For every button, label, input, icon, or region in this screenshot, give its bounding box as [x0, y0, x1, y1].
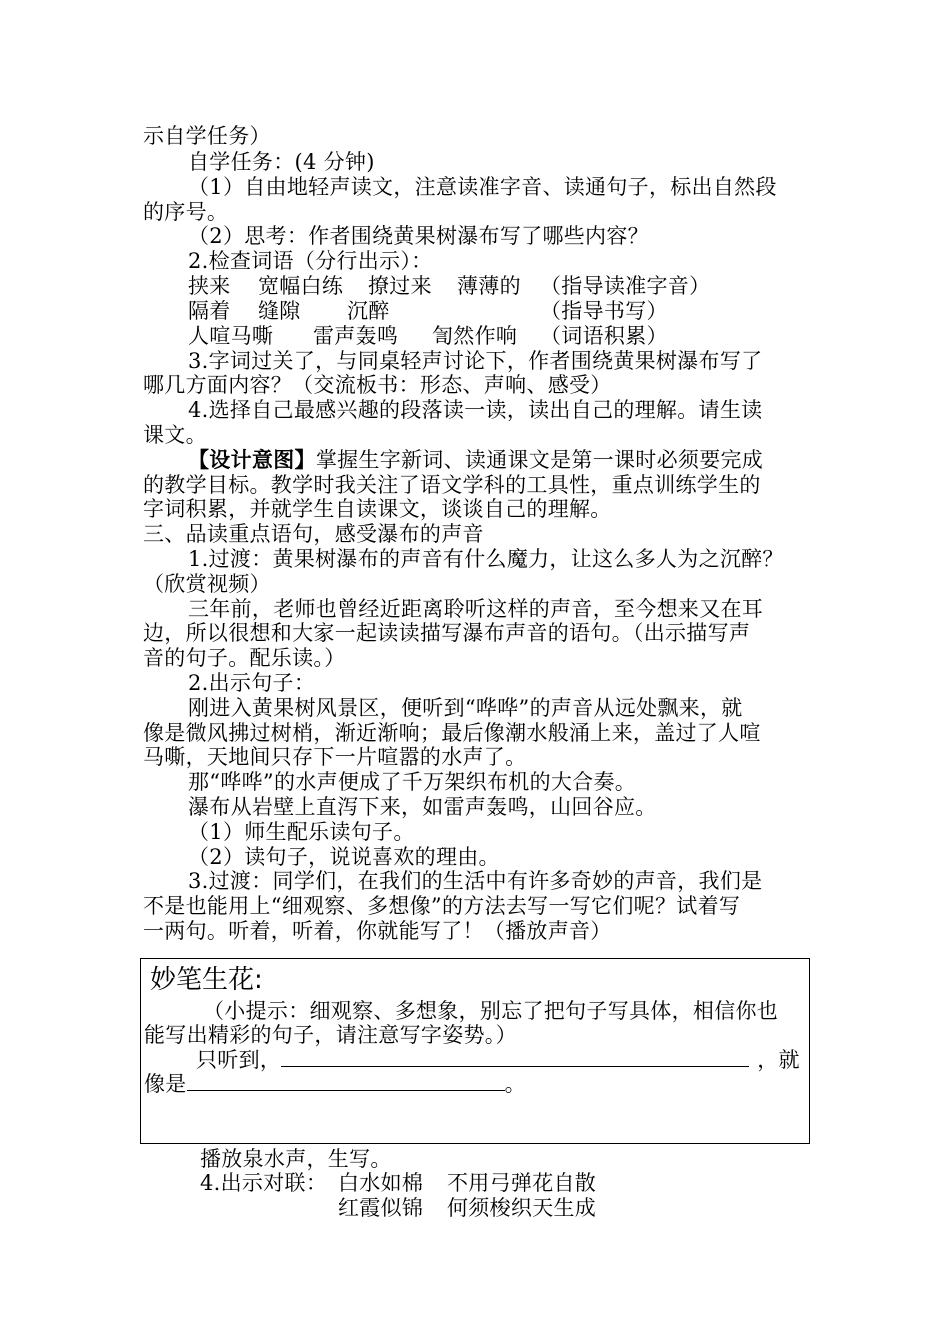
- word-item: 缝隙: [258, 299, 301, 323]
- word-item: 人喧马嘶: [188, 324, 274, 348]
- text-line: 马嘶，天地间只存下一片喧嚣的水声了。: [143, 745, 527, 769]
- text-line: 刚进入黄果树风景区，便听到“哗哗”的声音从远处飘来，就: [188, 696, 743, 720]
- word-note: （指导书写）: [540, 299, 668, 323]
- text-line: 不是也能用上“细观察、多想像”的方法去写一写它们呢？试着写: [143, 894, 741, 918]
- writing-exercise-box: [140, 958, 810, 1144]
- couplet-line: 不用弓弹花自散: [447, 1171, 597, 1195]
- text-line: 边，所以很想和大家一起读读描写瀑布声音的语句。（出示描写声: [143, 621, 751, 645]
- fill-line-1: [196, 1048, 800, 1073]
- word-note: （指导读准字音）: [540, 274, 711, 298]
- text-line: 字词积累，并就学生自读课文，谈谈自己的理解。: [143, 497, 612, 521]
- text-line: 那“哗哗”的水声便成了千万架织布机的大合奏。: [188, 770, 637, 794]
- blank-answer-line[interactable]: [281, 1048, 749, 1067]
- word-item: 訇然作响: [432, 324, 518, 348]
- text-line: （1）师生配乐读句子。: [188, 820, 415, 844]
- text-line: 播放泉水声，生写。: [200, 1147, 392, 1171]
- fill-line-2: [144, 1072, 526, 1097]
- word-item: 雷声轰鸣: [313, 324, 399, 348]
- design-intent-line: [188, 448, 763, 473]
- text-line: 4.选择自己最感兴趣的段落读一读，读出自己的理解。请生读: [188, 398, 763, 422]
- couplet-label: 4.出示对联：: [200, 1171, 328, 1195]
- couplet-line: 白水如棉: [338, 1171, 424, 1195]
- text-line: 自学任务：(4 分钟): [188, 150, 375, 174]
- word-item: 沉醉: [347, 299, 390, 323]
- box-hint-line: 能写出精彩的句子，请注意写字姿势。）: [144, 1023, 517, 1047]
- word-row: [188, 274, 231, 299]
- text-line: 三年前，老师也曾经近距离聆听这样的声音，至今想来又在耳: [188, 597, 764, 621]
- blank-answer-line[interactable]: [187, 1072, 505, 1091]
- couplet-line: 红霞似锦: [338, 1196, 424, 1220]
- word-note: （词语积累）: [540, 324, 668, 348]
- section-heading: 三、品读重点语句，感受瀑布的声音: [143, 522, 484, 546]
- text-line: 1.过渡：黄果树瀑布的声音有什么魔力，让这么多人为之沉醉？: [188, 547, 784, 571]
- text-line: 像是微风拂过树梢，渐近渐响；最后像潮水般涌上来，盖过了人喧: [143, 721, 761, 745]
- text-line: 3.过渡：同学们，在我们的生活中有许多奇妙的声音，我们是: [188, 869, 763, 893]
- text-line: （2）思考：作者围绕黄果树瀑布写了哪些内容？: [188, 224, 649, 248]
- text-line: 瀑布从岩壁上直泻下来，如雷声轰鸣，山回谷应。: [188, 795, 657, 819]
- text-line: 课文。: [143, 423, 207, 447]
- text-line: （2）读句子，说说喜欢的理由。: [188, 845, 500, 869]
- word-item: 挟来: [188, 274, 231, 298]
- text-line: 2.检查词语（分行出示）：: [188, 249, 433, 273]
- text-line: 哪几方面内容？（交流板书：形态、声响、感受）: [143, 373, 612, 397]
- design-intent-label: 【设计意图】: [188, 447, 316, 472]
- text-line: 的序号。: [143, 200, 229, 224]
- text-line: （欣赏视频）: [143, 572, 271, 596]
- text-line: 的教学目标。教学时我关注了语文学科的工具性，重点训练学生的: [143, 473, 761, 497]
- box-hint-line: （小提示：细观察、多想象，别忘了把句子写具体，相信你也: [203, 999, 779, 1023]
- word-item: 宽幅白练: [258, 274, 344, 298]
- text-line: （1）自由地轻声读文，注意读准字音、读通句子，标出自然段: [188, 175, 777, 199]
- text-line: 3.字词过关了，与同桌轻声讨论下，作者围绕黄果树瀑布写了: [188, 349, 763, 373]
- text-line: 2.出示句子：: [188, 671, 316, 695]
- fill-prefix: 像是: [144, 1072, 187, 1096]
- word-item: 撩过来: [368, 274, 432, 298]
- design-intent-text: 掌握生字新词、读通课文是第一课时必须要完成: [315, 448, 764, 472]
- fill-suffix: ，就: [757, 1048, 800, 1072]
- box-title: 妙笔生花:: [150, 965, 263, 995]
- fill-suffix: 。: [504, 1072, 526, 1096]
- text-line: 示自学任务）: [143, 124, 271, 148]
- couplet-line: 何须梭织天生成: [447, 1196, 597, 1220]
- text-line: 音的句子。配乐读。）: [143, 646, 346, 670]
- fill-prefix: 只听到，: [196, 1048, 282, 1072]
- word-item: 隔着: [188, 299, 231, 323]
- word-item: 薄薄的: [457, 274, 521, 298]
- text-line: 一两句。听着，听着，你就能写了！（播放声音）: [143, 919, 612, 943]
